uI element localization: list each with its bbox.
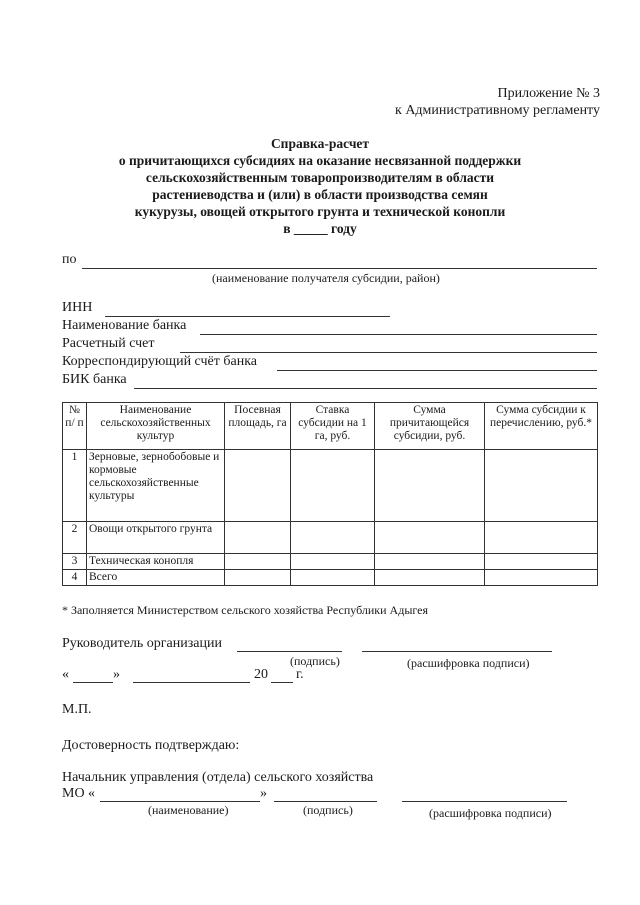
head-decode-caption: (расшифровка подписи) — [407, 656, 530, 670]
row-crop-name: Техническая конопля — [87, 554, 225, 570]
chief-title: Начальник управления (отдела) сельского хозяйства — [62, 770, 374, 785]
row-num: 2 — [63, 522, 87, 554]
row-due-cell[interactable] — [375, 554, 485, 570]
title-line-3: сельскохозяйственным товаропроизводителям в области — [145, 170, 495, 185]
row-rate-cell[interactable] — [291, 570, 375, 586]
recipient-field[interactable] — [82, 268, 597, 269]
row-num: 1 — [63, 450, 87, 522]
date-month-field[interactable] — [133, 682, 250, 683]
inn-label: ИНН — [62, 300, 93, 315]
title-line-2: о причитающихся субсидиях на оказание несвязанной поддержки — [118, 153, 522, 168]
head-decode-field[interactable] — [362, 651, 552, 652]
header-area: Посевная площадь, га — [225, 403, 291, 450]
row-num: 4 — [63, 570, 87, 586]
row-crop-name: Овощи открытого грунта — [87, 522, 225, 554]
table-row — [63, 570, 598, 586]
header-num: № п/ п — [63, 403, 87, 450]
row-rate-cell[interactable] — [291, 522, 375, 554]
header-transfer-amount: Сумма субсидии к перечислению, руб.* — [485, 403, 598, 450]
row-area-cell[interactable] — [225, 522, 291, 554]
row-area-cell[interactable] — [225, 554, 291, 570]
row-rate-cell[interactable] — [291, 554, 375, 570]
row-due-cell[interactable] — [375, 522, 485, 554]
inn-field[interactable] — [105, 316, 390, 317]
account-field[interactable] — [180, 352, 597, 353]
chief-decode-caption: (расшифровка подписи) — [429, 806, 552, 820]
date-open-quote: « — [62, 667, 69, 682]
bik-label: БИК банка — [62, 372, 127, 387]
title-line-6: в _____ году — [283, 221, 357, 236]
mo-name-caption: (наименование) — [148, 803, 229, 817]
corr-account-field[interactable] — [277, 370, 597, 371]
recipient-prefix: по — [62, 252, 77, 267]
head-signature-field[interactable] — [237, 651, 342, 652]
row-due-cell[interactable] — [375, 570, 485, 586]
header-crop-name: Наименование сельскохозяйственных культур — [87, 403, 225, 450]
title-line-4: растениеводства и (или) в области производства семян — [152, 187, 488, 202]
mo-prefix: МО « — [62, 786, 96, 801]
table-row — [63, 554, 598, 570]
row-area-cell[interactable] — [225, 570, 291, 586]
table-row — [63, 522, 598, 554]
date-year-prefix: 20 — [254, 667, 268, 682]
corr-account-label: Корреспондирующий счёт банка — [62, 354, 257, 369]
row-transfer-cell[interactable] — [485, 450, 598, 522]
row-due-cell[interactable] — [375, 450, 485, 522]
appendix-line-2: к Административному регламенту — [395, 103, 600, 118]
chief-decode-field[interactable] — [402, 801, 567, 802]
row-area-cell[interactable] — [225, 450, 291, 522]
date-day-field[interactable] — [73, 682, 113, 683]
row-crop-name: Всего — [87, 570, 225, 586]
recipient-caption: (наименование получателя субсидии, район) — [212, 271, 440, 285]
date-close-quote: » — [113, 667, 120, 682]
title-line-5: кукурузы, овощей открытого грунта и технической конопли — [134, 204, 506, 219]
date-year-suffix: г. — [296, 667, 304, 682]
header-due-amount: Сумма причитающейся субсидии, руб. — [375, 403, 485, 450]
footnote: * Заполняется Министерством сельского хозяйства Республики Адыгея — [62, 603, 428, 617]
row-transfer-cell[interactable] — [485, 554, 598, 570]
bank-name-label: Наименование банка — [62, 318, 187, 333]
row-crop-name: Зерновые, зернобобовые и кормовые сельскохозяйственные культуры — [87, 450, 225, 522]
head-sig-caption: (подпись) — [290, 654, 340, 668]
date-year-field[interactable] — [271, 682, 293, 683]
bank-name-field[interactable] — [200, 334, 597, 335]
confirm-label: Достоверность подтверждаю: — [62, 738, 240, 753]
chief-signature-field[interactable] — [274, 801, 377, 802]
stamp-label: М.П. — [62, 702, 92, 717]
table-header-row — [63, 403, 598, 450]
chief-sig-caption: (подпись) — [303, 803, 353, 817]
row-transfer-cell[interactable] — [485, 522, 598, 554]
appendix-line-1: Приложение № 3 — [497, 86, 600, 101]
row-num: 3 — [63, 554, 87, 570]
account-label: Расчетный счет — [62, 336, 155, 351]
bik-field[interactable] — [134, 388, 597, 389]
table-row — [63, 450, 598, 522]
header-rate: Ставка субсидии на 1 га, руб. — [291, 403, 375, 450]
title-line-1: Справка-расчет — [270, 136, 370, 151]
subsidy-table — [62, 402, 598, 586]
mo-name-field[interactable] — [100, 801, 260, 802]
row-rate-cell[interactable] — [291, 450, 375, 522]
head-label: Руководитель организации — [62, 636, 222, 651]
mo-suffix: » — [260, 786, 267, 801]
row-transfer-cell[interactable] — [485, 570, 598, 586]
